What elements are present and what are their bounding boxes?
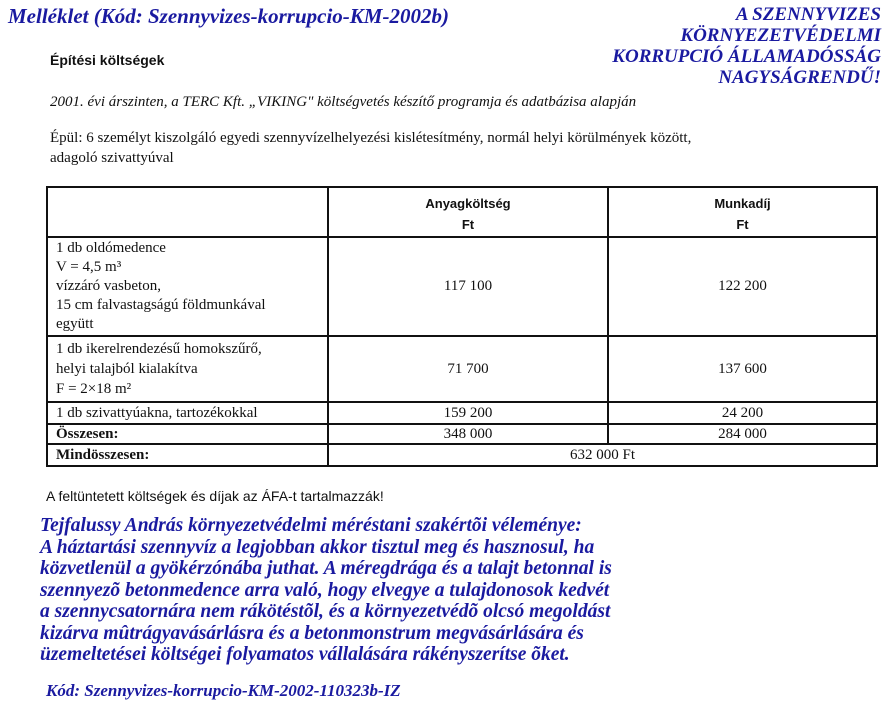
table-header-empty [47, 187, 328, 237]
attachment-title: Melléklet (Kód: Szennyvizes-korrupcio-KM-2002b) [8, 4, 449, 28]
labor-cost-cell: 24 200 [608, 402, 877, 424]
grand-total-label: Mindösszesen: [47, 444, 328, 466]
subtotal-labor: 284 000 [608, 424, 877, 444]
grand-total-value: 632 000 Ft [328, 444, 877, 466]
item-line: 1 db szivattyúakna, tartozékokkal [56, 404, 258, 421]
material-cost-cell: 159 200 [328, 402, 608, 424]
price-basis: 2001. évi árszinten, a TERC Kft. „VIKING" költségvetés készítő programja és adatbázisa alapján [50, 94, 637, 110]
item-description [47, 237, 328, 336]
material-header-unit: Ft [461, 217, 475, 232]
headline-line: A SZENNYVIZES [735, 4, 881, 25]
subtotal-row [47, 424, 877, 444]
labor-header-label: Munkadíj [714, 196, 771, 211]
labor-cost-cell: 122 200 [608, 237, 877, 336]
item-line: 1 db ikerelrendezésű homokszűrő, [56, 341, 262, 357]
description-line: Épül: 6 személyt kiszolgáló egyedi szennyvízelhelyezési kislétesítmény, normál helyi körülmények között, [50, 130, 692, 146]
headline-block [561, 4, 881, 88]
opinion-line: A háztartási szennyvíz a legjobban akkor tisztul meg és hasznosul, ha [40, 536, 595, 558]
subtotal-material: 348 000 [328, 424, 608, 444]
subtotal-label: Összesen: [47, 424, 328, 444]
item-line: vízzáró vasbeton, [56, 278, 161, 294]
material-cost-header [328, 187, 608, 237]
headline-line: NAGYSÁGRENDŰ! [718, 67, 881, 88]
opinion-line: a szennycsatornára nem rákötéstõl, és a környezetvédõ olcsó megoldást [40, 601, 611, 622]
labor-header-unit: Ft [736, 217, 749, 232]
grand-total-row [47, 444, 877, 466]
labor-cost-cell: 137 600 [608, 336, 877, 402]
table-row [47, 237, 877, 336]
item-line: 15 cm falvastagságú földmunkával [56, 297, 266, 313]
document-code: Kód: Szennyvizes-korrupcio-KM-2002-110323b-IZ [46, 681, 401, 700]
item-description [47, 402, 328, 424]
item-description [47, 336, 328, 402]
item-line: 1 db oldómedence [56, 240, 166, 256]
labor-cost-header [608, 187, 877, 237]
table-row [47, 402, 877, 424]
table-header-row [47, 187, 877, 237]
headline-line: KORRUPCIÓ ÁLLAMADÓSSÁG [612, 46, 881, 67]
material-cost-cell: 71 700 [328, 336, 608, 402]
opinion-line: közvetlenül a gyökérzónába juthat. A méregdrága és a talajt betonnal is [40, 558, 612, 579]
vat-note: A feltüntetett költségek és díjak az ÁFA-t tartalmazzák! [46, 488, 384, 504]
item-line: V = 4,5 m³ [56, 259, 122, 275]
item-line: helyi talajból kialakítva [56, 361, 198, 377]
table-row [47, 336, 877, 402]
material-header-label: Anyagköltség [425, 196, 511, 211]
opinion-line: Tejfalussy András környezetvédelmi méréstani szakértõi véleménye: [40, 515, 582, 536]
item-line: együtt [56, 316, 94, 332]
opinion-line: kizárva mûtrágyavásárlásra és a betonmonstrum megvásárlására és [40, 622, 584, 644]
expert-opinion [40, 515, 880, 666]
cost-table [46, 186, 878, 467]
material-cost-cell: 117 100 [328, 237, 608, 336]
item-line: F = 2×18 m² [56, 381, 132, 397]
section-title: Építési költségek [50, 52, 165, 68]
opinion-line: szennyezõ betonmedence arra való, hogy elvegye a tulajdonosok kedvét [40, 579, 610, 601]
description-line: adagoló szivattyúval [50, 150, 174, 166]
project-description [50, 128, 850, 168]
headline-line: KÖRNYEZETVÉDELMI [680, 25, 881, 46]
opinion-line: üzemeltetései költségei folyamatos vállalására rákényszerítse õket. [40, 644, 570, 665]
